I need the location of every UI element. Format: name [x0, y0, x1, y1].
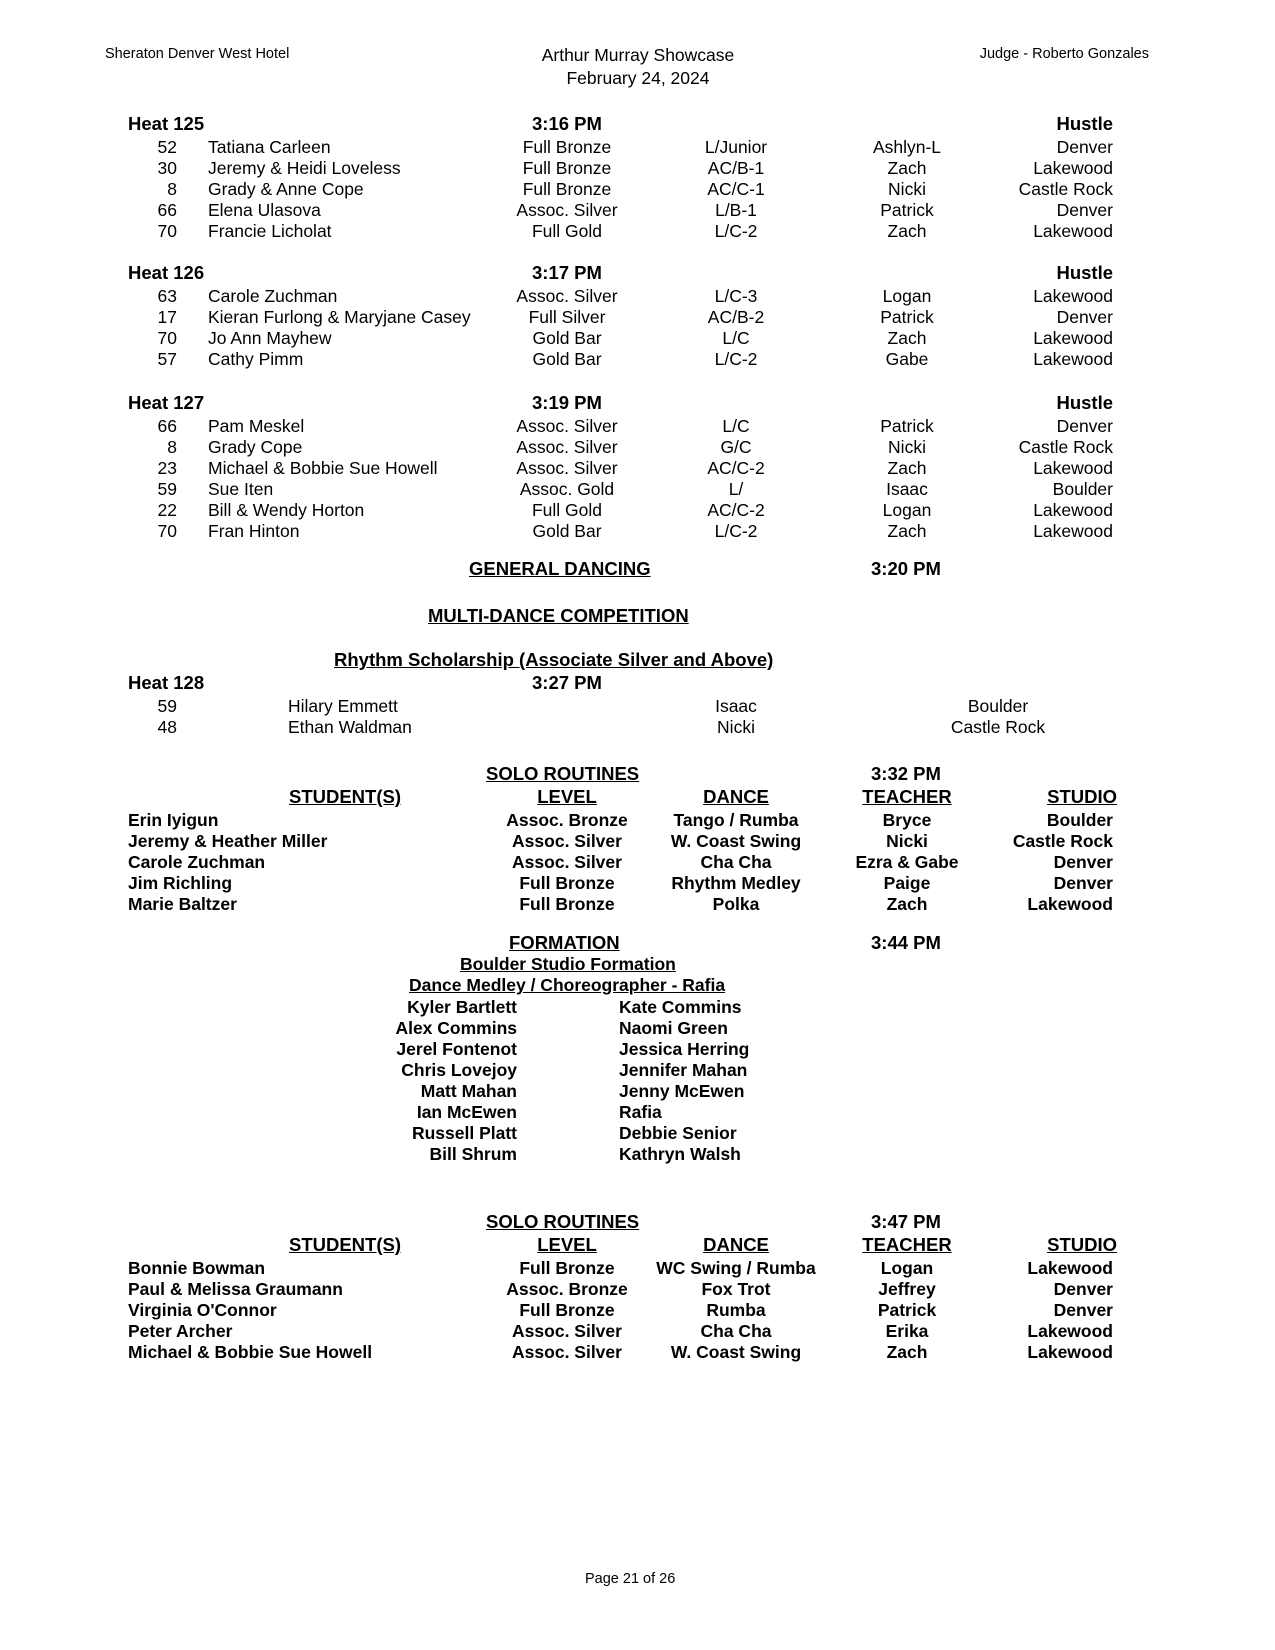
- heat-header: [0, 392, 1275, 414]
- heat-entry-row: [0, 500, 1275, 521]
- entry-name: Michael & Bobbie Sue Howell: [208, 458, 438, 478]
- entry-name: Ethan Waldman: [288, 717, 412, 737]
- entry-teacher: Patrick: [880, 416, 934, 436]
- header-studio: STUDIO: [1047, 786, 1117, 807]
- solo-student: Bonnie Bowman: [128, 1258, 266, 1278]
- entry-category: G/C: [720, 437, 752, 457]
- entry-number: 57: [157, 349, 177, 369]
- entry-name: Kieran Furlong & Maryjane Casey: [208, 307, 471, 327]
- heat-entry-row: [0, 286, 1275, 307]
- solo-student: Virginia O'Connor: [128, 1300, 277, 1320]
- solo-teacher: Bryce: [882, 810, 932, 830]
- entry-name: Carole Zuchman: [208, 286, 338, 306]
- solo-level: Full Bronze: [519, 873, 615, 893]
- entry-teacher: Nicki: [717, 717, 755, 737]
- solo-dance: Cha Cha: [700, 852, 772, 872]
- entry-category: AC/C-2: [707, 458, 765, 478]
- solo-studio: Denver: [1053, 1279, 1113, 1299]
- entry-category: L/: [728, 479, 744, 499]
- formation-member-right: Rafia: [619, 1102, 662, 1122]
- solo-teacher: Nicki: [886, 831, 928, 851]
- solo-studio: Lakewood: [1027, 1321, 1113, 1341]
- solo-row: [0, 852, 1275, 873]
- solo-title: SOLO ROUTINES: [486, 763, 640, 784]
- solo-studio: Denver: [1053, 1300, 1113, 1320]
- entry-teacher: Nicki: [888, 179, 926, 199]
- entry-name: Fran Hinton: [208, 521, 300, 541]
- entry-number: 30: [157, 158, 177, 178]
- entry-level: Gold Bar: [532, 328, 602, 348]
- solo-level: Assoc. Silver: [512, 852, 622, 872]
- entry-level: Full Silver: [528, 307, 606, 327]
- heat-header: [0, 113, 1275, 135]
- solo-row: [0, 873, 1275, 894]
- solo-level: Full Bronze: [519, 1258, 615, 1278]
- entry-teacher: Isaac: [715, 696, 757, 716]
- solo-row: [0, 1279, 1275, 1300]
- solo-teacher: Zach: [886, 894, 928, 914]
- entry-category: L/C-2: [714, 221, 758, 241]
- entry-number: 59: [157, 479, 177, 499]
- heat-label: Heat 128: [128, 672, 205, 693]
- header-student: STUDENT(S): [288, 1234, 402, 1255]
- entry-teacher: Zach: [887, 521, 927, 541]
- formation-member-left: Russell Platt: [411, 1123, 517, 1143]
- solo-teacher: Jeffrey: [878, 1279, 936, 1299]
- heat-label: Heat 127: [128, 392, 205, 413]
- formation-time: 3:44 PM: [871, 932, 941, 953]
- entry-category: L/C-3: [714, 286, 758, 306]
- entry-level: Assoc. Gold: [519, 479, 615, 499]
- solo-studio: Denver: [1053, 873, 1113, 893]
- formation-member-right: Jenny McEwen: [619, 1081, 745, 1101]
- solo-studio: Lakewood: [1027, 1258, 1113, 1278]
- header-level: LEVEL: [537, 1234, 597, 1255]
- entry-teacher: Patrick: [880, 307, 934, 327]
- heat-entry-row: [0, 200, 1275, 221]
- scholarship-row: [0, 717, 1275, 738]
- solo-student: Carole Zuchman: [128, 852, 266, 872]
- entry-studio: Lakewood: [1033, 158, 1113, 178]
- header-dance: DANCE: [703, 786, 769, 807]
- heat-entry-row: [0, 416, 1275, 437]
- solo-time: 3:47 PM: [871, 1211, 941, 1232]
- entry-level: Full Gold: [531, 500, 603, 520]
- entry-studio: Castle Rock: [950, 717, 1046, 737]
- heat-entry-row: [0, 158, 1275, 179]
- entry-category: AC/B-1: [707, 158, 765, 178]
- header-teacher: TEACHER: [862, 786, 952, 807]
- formation-member-right: Jessica Herring: [619, 1039, 750, 1059]
- solo-level: Assoc. Silver: [512, 1321, 622, 1341]
- solo-dance: Rumba: [706, 1300, 766, 1320]
- formation-member-right: Kathryn Walsh: [619, 1144, 741, 1164]
- heat-dance: Hustle: [1056, 262, 1113, 283]
- entry-category: L/C: [722, 328, 750, 348]
- solo-teacher: Ezra & Gabe: [855, 852, 959, 872]
- solo-student: Jeremy & Heather Miller: [128, 831, 328, 851]
- entry-studio: Boulder: [1052, 479, 1113, 499]
- solo-teacher: Erika: [885, 1321, 929, 1341]
- entry-number: 59: [157, 696, 177, 716]
- solo-level: Assoc. Bronze: [506, 1279, 628, 1299]
- entry-number: 23: [157, 458, 177, 478]
- entry-teacher: Gabe: [885, 349, 929, 369]
- solo-student: Erin Iyigun: [128, 810, 219, 830]
- entry-category: AC/C-2: [707, 500, 765, 520]
- solo-column-headers: [0, 1234, 1275, 1255]
- header-level: LEVEL: [537, 786, 597, 807]
- entry-teacher: Logan: [882, 286, 932, 306]
- entry-number: 70: [157, 328, 177, 348]
- entry-studio: Castle Rock: [1018, 179, 1113, 199]
- solo-row: [0, 1300, 1275, 1321]
- solo-level: Assoc. Bronze: [506, 810, 628, 830]
- header-studio: STUDIO: [1047, 1234, 1117, 1255]
- entry-name: Hilary Emmett: [288, 696, 398, 716]
- entry-category: L/C-2: [714, 349, 758, 369]
- heat-header: [0, 262, 1275, 284]
- solo-level: Full Bronze: [519, 1300, 615, 1320]
- entry-category: AC/B-2: [707, 307, 765, 327]
- entry-level: Full Bronze: [522, 179, 612, 199]
- entry-level: Full Bronze: [522, 137, 612, 157]
- entry-name: Sue Iten: [208, 479, 274, 499]
- solo-studio: Lakewood: [1027, 894, 1113, 914]
- entry-studio: Denver: [1056, 307, 1113, 327]
- heat-entry-row: [0, 521, 1275, 542]
- entry-teacher: Zach: [887, 221, 927, 241]
- solo-level: Assoc. Silver: [512, 831, 622, 851]
- entry-number: 22: [157, 500, 177, 520]
- formation-member-left: Ian McEwen: [416, 1102, 517, 1122]
- entry-category: L/C: [722, 416, 750, 436]
- general-dancing-label: GENERAL DANCING: [469, 558, 651, 579]
- solo-studio: Castle Rock: [1012, 831, 1113, 851]
- heat-entry-row: [0, 437, 1275, 458]
- solo-row: [0, 1321, 1275, 1342]
- heat-entry-row: [0, 137, 1275, 158]
- scholarship-title: Rhythm Scholarship (Associate Silver and Above): [334, 649, 774, 670]
- solo-title: SOLO ROUTINES: [486, 1211, 640, 1232]
- solo-student: Michael & Bobbie Sue Howell: [128, 1342, 373, 1362]
- heat-entry-row: [0, 221, 1275, 242]
- entry-number: 63: [157, 286, 177, 306]
- solo-dance: Tango / Rumba: [673, 810, 799, 830]
- entry-studio: Lakewood: [1033, 458, 1113, 478]
- entry-name: Francie Licholat: [208, 221, 332, 241]
- solo-column-headers: [0, 786, 1275, 807]
- heat-dance: Hustle: [1056, 113, 1113, 134]
- entry-studio: Denver: [1056, 137, 1113, 157]
- entry-name: Bill & Wendy Horton: [208, 500, 365, 520]
- heat-time: 3:19 PM: [532, 392, 602, 413]
- entry-teacher: Zach: [887, 158, 927, 178]
- entry-studio: Lakewood: [1033, 349, 1113, 369]
- entry-name: Cathy Pimm: [208, 349, 304, 369]
- solo-dance: Rhythm Medley: [671, 873, 801, 893]
- solo-row: [0, 1258, 1275, 1279]
- entry-studio: Lakewood: [1033, 500, 1113, 520]
- header-teacher: TEACHER: [862, 1234, 952, 1255]
- solo-dance: W. Coast Swing: [670, 1342, 802, 1362]
- heat-entry-row: [0, 307, 1275, 328]
- formation-detail: Dance Medley / Choreographer - Rafia: [409, 975, 726, 995]
- heat-time: 3:16 PM: [532, 113, 602, 134]
- page-number: Page 21 of 26: [585, 1571, 676, 1587]
- entry-category: L/B-1: [715, 200, 757, 220]
- formation-member-right: Kate Commins: [619, 997, 742, 1017]
- entry-number: 48: [157, 717, 177, 737]
- solo-studio: Boulder: [1046, 810, 1113, 830]
- entry-name: Jo Ann Mayhew: [208, 328, 332, 348]
- heat-time: 3:17 PM: [532, 262, 602, 283]
- general-dancing-time: 3:20 PM: [871, 558, 941, 579]
- solo-row: [0, 1342, 1275, 1363]
- entry-studio: Lakewood: [1033, 328, 1113, 348]
- solo-studio: Lakewood: [1027, 1342, 1113, 1362]
- solo-student: Marie Baltzer: [128, 894, 237, 914]
- formation-title: FORMATION: [509, 932, 620, 953]
- heat-entry-row: [0, 328, 1275, 349]
- formation-member-left: Bill Shrum: [429, 1144, 517, 1164]
- heat-entry-row: [0, 179, 1275, 200]
- entry-teacher: Zach: [887, 458, 927, 478]
- solo-teacher: Logan: [880, 1258, 934, 1278]
- entry-name: Tatiana Carleen: [208, 137, 331, 157]
- entry-teacher: Nicki: [888, 437, 926, 457]
- entry-teacher: Isaac: [886, 479, 928, 499]
- entry-level: Assoc. Silver: [516, 200, 618, 220]
- entry-studio: Boulder: [967, 696, 1029, 716]
- heat-entry-row: [0, 458, 1275, 479]
- entry-name: Grady & Anne Cope: [208, 179, 364, 199]
- entry-number: 66: [157, 200, 177, 220]
- solo-student: Paul & Melissa Graumann: [128, 1279, 343, 1299]
- formation-member-left: Jerel Fontenot: [396, 1039, 517, 1059]
- solo-dance: W. Coast Swing: [670, 831, 802, 851]
- entry-studio: Castle Rock: [1018, 437, 1113, 457]
- event-title: Arthur Murray Showcase: [541, 45, 735, 65]
- judge-label: Judge - Roberto Gonzales: [979, 46, 1149, 62]
- formation-member-right: Debbie Senior: [619, 1123, 737, 1143]
- entry-teacher: Ashlyn-L: [872, 137, 942, 157]
- heat-entry-row: [0, 349, 1275, 370]
- solo-time: 3:32 PM: [871, 763, 941, 784]
- entry-number: 8: [167, 437, 177, 457]
- formation-member-left: Kyler Bartlett: [407, 997, 517, 1017]
- venue-label: Sheraton Denver West Hotel: [105, 46, 290, 62]
- solo-row: [0, 831, 1275, 852]
- entry-level: Gold Bar: [532, 349, 602, 369]
- solo-dance: Fox Trot: [701, 1279, 771, 1299]
- entry-level: Assoc. Silver: [516, 416, 618, 436]
- entry-number: 8: [167, 179, 177, 199]
- formation-member-right: Jennifer Mahan: [619, 1060, 748, 1080]
- entry-level: Assoc. Silver: [516, 286, 618, 306]
- solo-student: Peter Archer: [128, 1321, 233, 1341]
- entry-teacher: Logan: [882, 500, 932, 520]
- entry-number: 70: [157, 521, 177, 541]
- heat-dance: Hustle: [1056, 392, 1113, 413]
- entry-level: Assoc. Silver: [516, 458, 618, 478]
- solo-teacher: Zach: [886, 1342, 928, 1362]
- solo-dance: Cha Cha: [700, 1321, 772, 1341]
- scholarship-row: [0, 696, 1275, 717]
- entry-studio: Denver: [1056, 200, 1113, 220]
- entry-level: Gold Bar: [532, 521, 602, 541]
- formation-member-left: Alex Commins: [395, 1018, 517, 1038]
- entry-name: Jeremy & Heidi Loveless: [208, 158, 401, 178]
- entry-studio: Lakewood: [1033, 286, 1113, 306]
- heat-time: 3:27 PM: [532, 672, 602, 693]
- entry-name: Pam Meskel: [208, 416, 305, 436]
- entry-teacher: Patrick: [880, 200, 934, 220]
- entry-name: Grady Cope: [208, 437, 303, 457]
- solo-row: [0, 894, 1275, 915]
- entry-category: L/Junior: [704, 137, 768, 157]
- entry-number: 17: [157, 307, 177, 327]
- entry-studio: Lakewood: [1033, 221, 1113, 241]
- entry-level: Assoc. Silver: [516, 437, 618, 457]
- heat-128-header: [0, 672, 1275, 694]
- heat-entry-row: [0, 479, 1275, 500]
- solo-teacher: Patrick: [877, 1300, 937, 1320]
- entry-studio: Denver: [1056, 416, 1113, 436]
- entry-category: AC/C-1: [707, 179, 765, 199]
- formation-member-left: Matt Mahan: [420, 1081, 517, 1101]
- solo-row: [0, 810, 1275, 831]
- header-student: STUDENT(S): [288, 786, 402, 807]
- formation-subtitle: Boulder Studio Formation: [460, 954, 676, 974]
- entry-level: Full Gold: [531, 221, 603, 241]
- entry-number: 66: [157, 416, 177, 436]
- formation-member-left: Chris Lovejoy: [401, 1060, 517, 1080]
- heat-label: Heat 125: [128, 113, 205, 134]
- entry-number: 70: [157, 221, 177, 241]
- solo-dance: Polka: [712, 894, 760, 914]
- entry-studio: Lakewood: [1033, 521, 1113, 541]
- entry-level: Full Bronze: [522, 158, 612, 178]
- solo-student: Jim Richling: [128, 873, 233, 893]
- event-date: February 24, 2024: [566, 68, 710, 88]
- header-dance: DANCE: [703, 1234, 769, 1255]
- solo-level: Full Bronze: [519, 894, 615, 914]
- solo-dance: WC Swing / Rumba: [656, 1258, 816, 1278]
- entry-category: L/C-2: [714, 521, 758, 541]
- formation-member-right: Naomi Green: [619, 1018, 728, 1038]
- entry-teacher: Zach: [887, 328, 927, 348]
- multi-dance-label: MULTI-DANCE COMPETITION: [428, 605, 689, 626]
- solo-level: Assoc. Silver: [512, 1342, 622, 1362]
- solo-studio: Denver: [1053, 852, 1113, 872]
- solo-teacher: Paige: [883, 873, 931, 893]
- entry-name: Elena Ulasova: [208, 200, 321, 220]
- heat-label: Heat 126: [128, 262, 205, 283]
- entry-number: 52: [157, 137, 177, 157]
